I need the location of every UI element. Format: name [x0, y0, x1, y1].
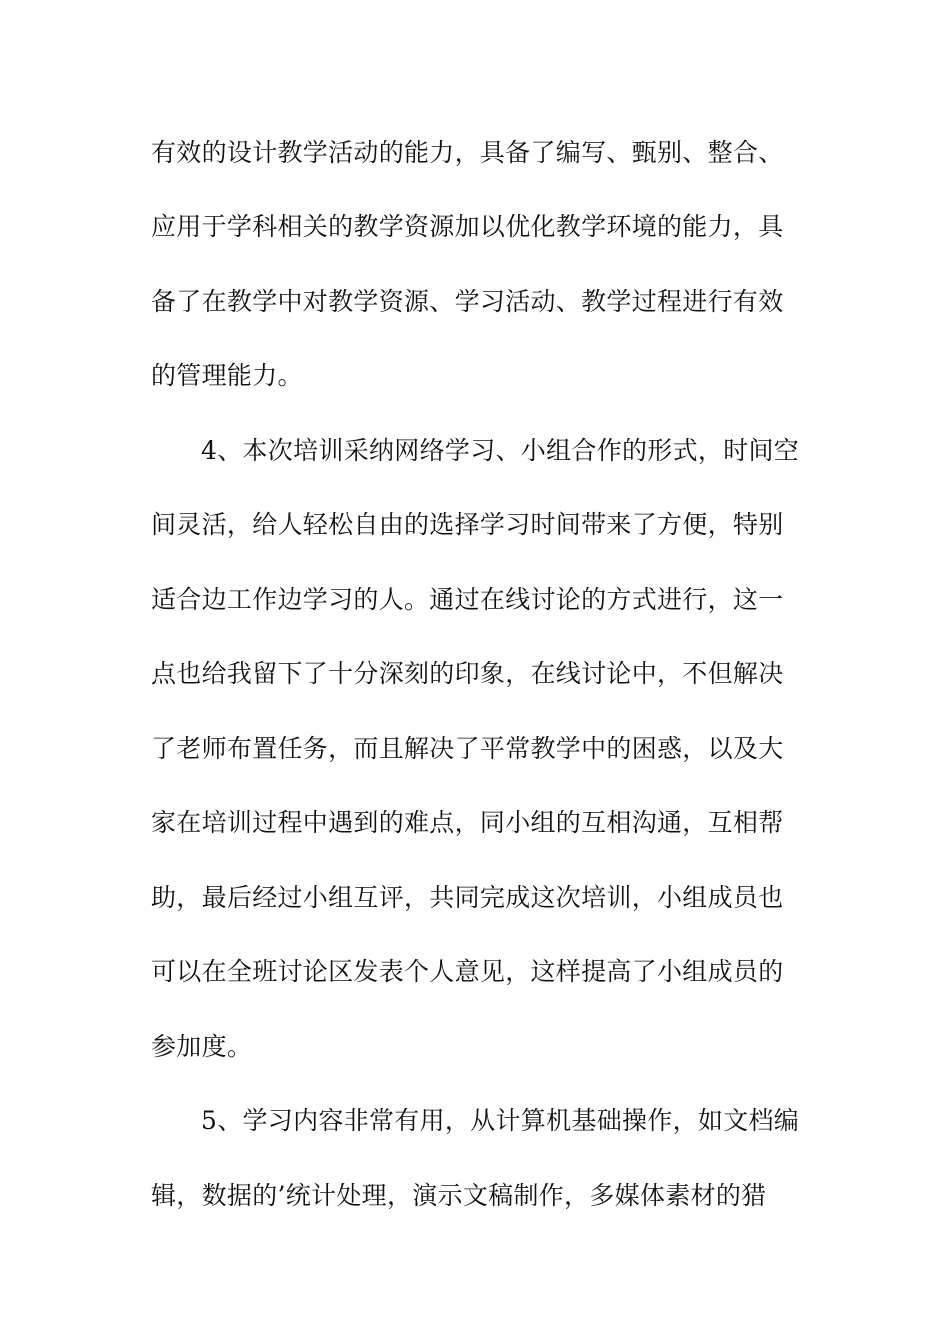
text-line: 4、本次培训采纳网络学习、小组合作的形式，时间空 [201, 436, 800, 465]
text-line: 点也给我留下了十分深刻的印象，在线讨论中，不但解决 [151, 659, 784, 688]
text-line: 应用于学科相关的教学资源加以优化教学环境的能力，具 [151, 212, 784, 241]
text-line: 适合边工作边学习的人。通过在线讨论的方式进行，这一 [151, 585, 784, 614]
text-line: 家在培训过程中遇到的难点，同小组的互相沟通，互相帮 [151, 808, 784, 837]
text-line: 有效的设计教学活动的能力，具备了编写、甄别、整合、 [151, 138, 784, 167]
text-line: 备了在教学中对教学资源、学习活动、教学过程进行有效 [151, 287, 784, 316]
text-line: 参加度。 [151, 1032, 253, 1061]
text-line: 的管理能力。 [151, 361, 303, 390]
text-line: 间灵活，给人轻松自由的选择学习时间带来了方便，特别 [151, 510, 784, 539]
text-line: 辑，数据的’统计处理，演示文稿制作，多媒体素材的猎 [151, 1181, 767, 1210]
text-line: 5、学习内容非常有用，从计算机基础操作，如文档编 [201, 1106, 800, 1135]
text-line: 了老师布置任务，而且解决了平常教学中的困惑，以及大 [151, 734, 784, 763]
text-line: 可以在全班讨论区发表个人意见，这样提高了小组成员的 [151, 957, 784, 986]
text-line: 助，最后经过小组互评，共同完成这次培训，小组成员也 [151, 883, 784, 912]
